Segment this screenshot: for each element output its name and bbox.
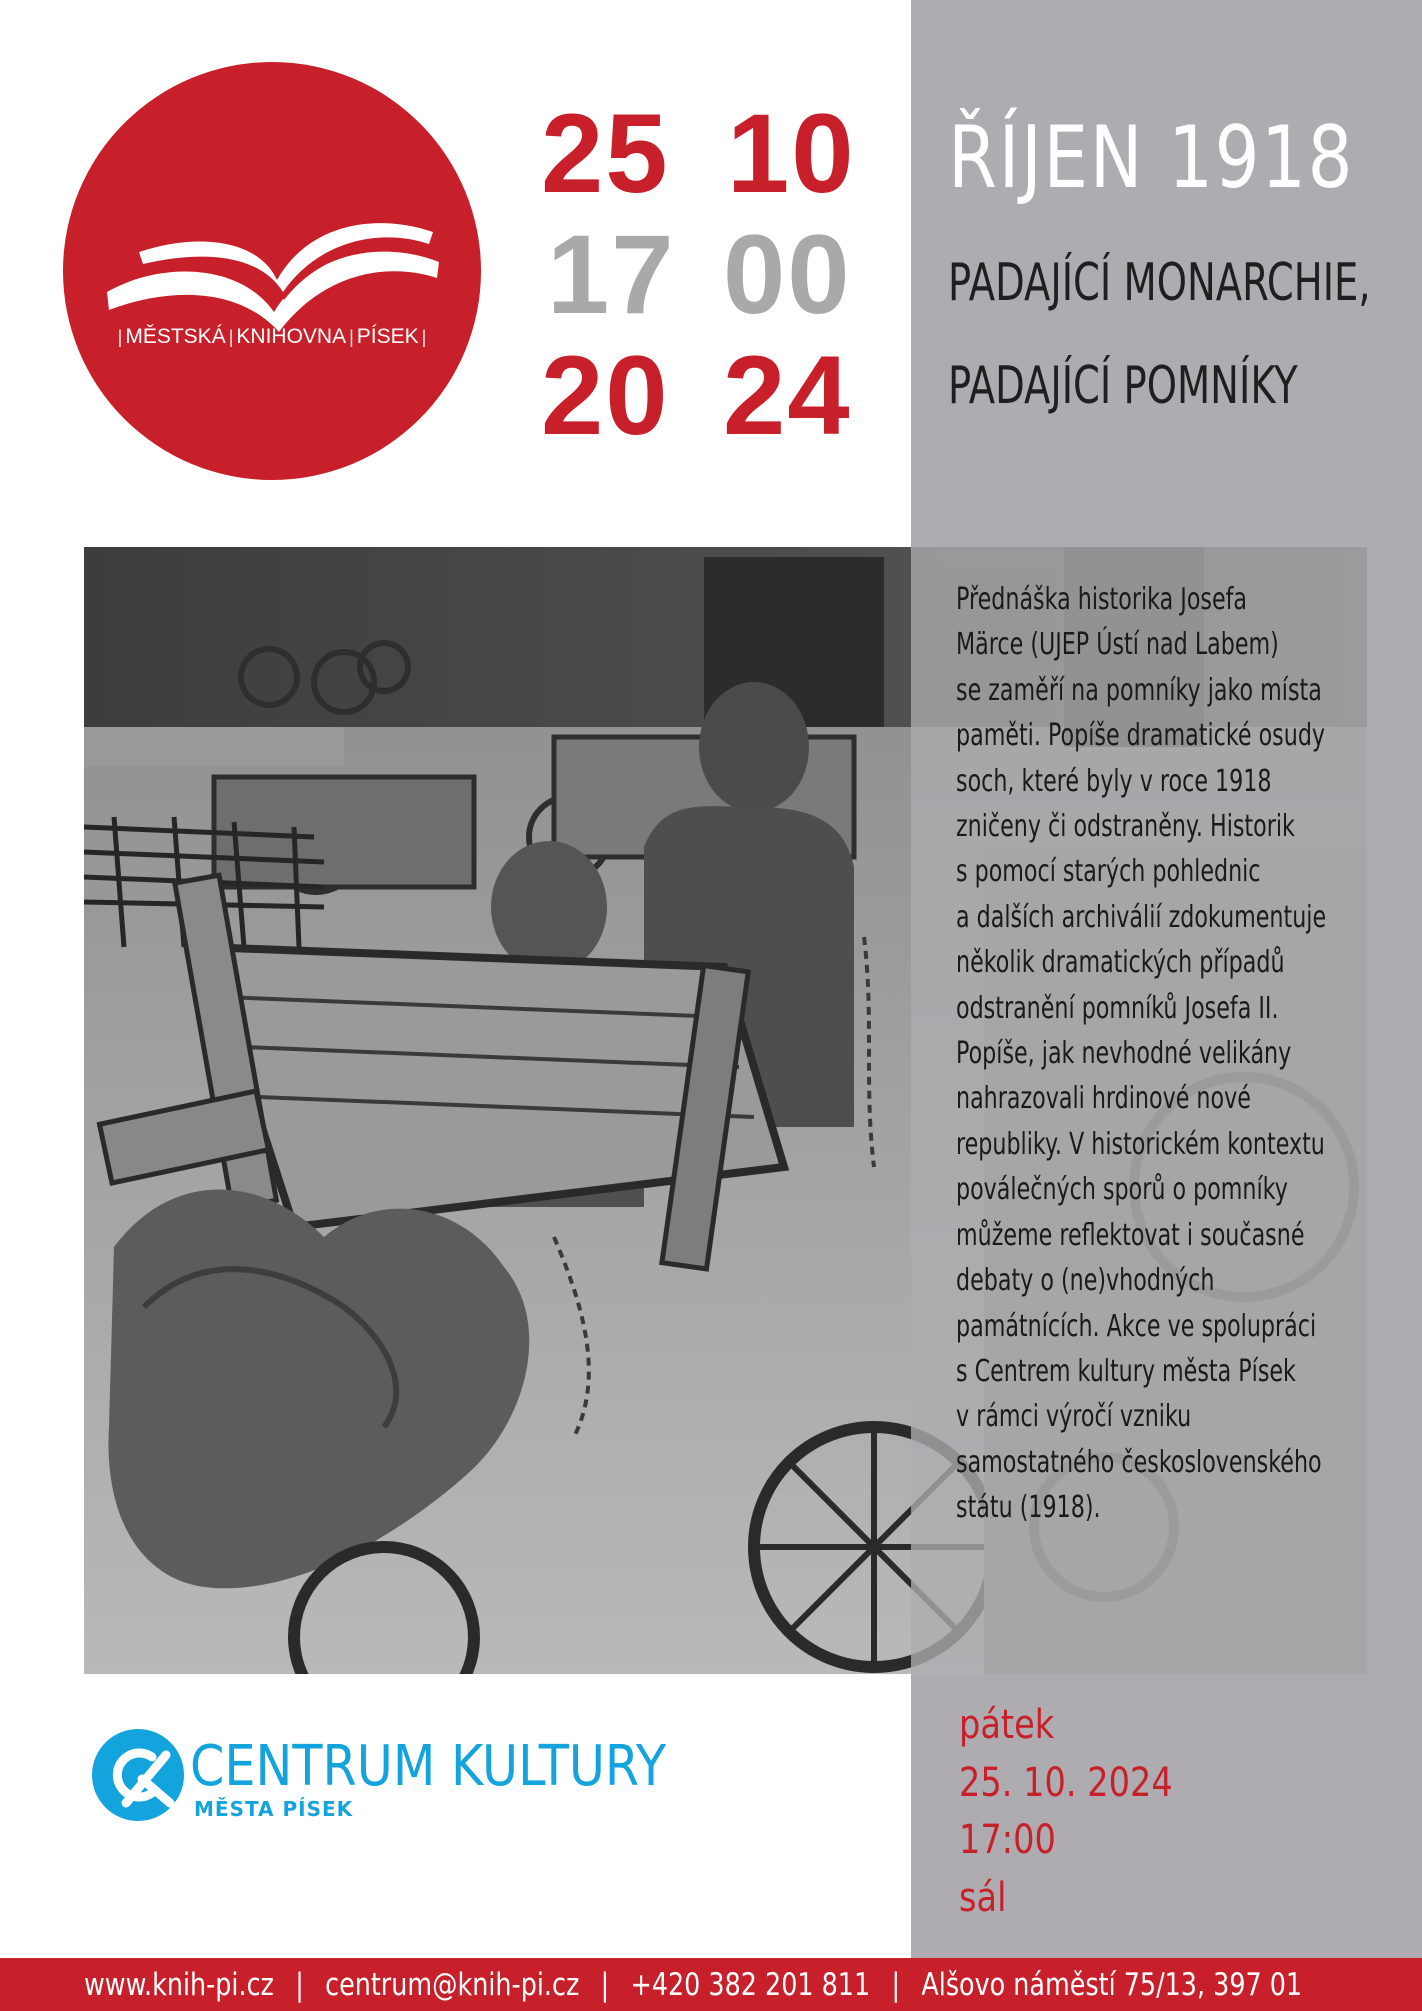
description-line: státu (1918). [956,1490,1101,1526]
time-hour: 17 [547,212,676,337]
date-month: 10 [727,91,856,216]
description-line: Märce (UJEP Ústí nad Labem) [956,627,1279,663]
event-title: ŘÍJEN 1918 [948,108,1355,208]
open-book-icon [99,192,445,342]
footer-bar: www.knih-pi.cz | centrum@knih-pi.cz | +420 382 201 811 | Alšovo náměstí 75/13, 397 01 [0,1958,1422,2011]
description-line: několik dramatických případů [956,945,1285,981]
library-word-3: PÍSEK [356,325,419,348]
centrum-kultury-logo-icon [90,1727,186,1823]
year-first: 20 [541,333,670,458]
partner-title: CENTRUM KULTURY [190,1734,667,1799]
description-line: zničeny či odstraněny. Historik [956,809,1295,845]
library-word-1: MĚSTSKÁ [125,325,226,348]
footer-website-link[interactable]: www.knih-pi.cz [84,1967,274,2003]
library-name: | MĚSTSKÁ | KNIHOVNA | PÍSEK | [117,325,427,348]
date-day: 25 [541,91,670,216]
description-line: Přednáška historika Josefa [956,582,1248,617]
footer-phone[interactable]: +420 382 201 811 [630,1967,871,2003]
description-line: s pomocí starých pohlednic [956,854,1261,890]
description-line: se zaměří na pomníky jako místa [956,672,1322,708]
event-description [956,577,1356,1531]
description-line: Popíše, jak nevhodné velikány [956,1036,1292,1072]
description-line: a dalších archiválií zdokumentuje [956,899,1327,935]
description-line: odstranění pomníků Josefa II. [956,990,1279,1026]
description-line: republiky. V historickém kontextu [956,1126,1325,1162]
description-line: památnících. Akce ve spolupráci [956,1308,1317,1344]
description-line: soch, které byly v roce 1918 [956,763,1272,799]
centrum-kultury-logo [90,1727,690,1827]
description-line: debaty o (ne)vhodných [956,1263,1215,1299]
description-line: paměti. Popíše dramatické osudy [956,718,1326,754]
library-logo [63,62,481,480]
description-line: samostatného československého [956,1444,1322,1480]
subtitle-line-2: PADAJÍCÍ POMNÍKY [948,356,1298,416]
event-date: 25. 10. 2024 [959,1759,1173,1806]
year-second: 24 [723,333,852,458]
description-line: s Centrem kultury města Písek [956,1353,1296,1389]
description-line: můžeme reflektovat i současné [956,1217,1305,1253]
description-line: v rámci výročí vzniku [956,1399,1192,1435]
footer-email-link[interactable]: centrum@knih-pi.cz [325,1967,580,2003]
library-word-2: KNIHOVNA [236,325,347,348]
footer-address: Alšovo náměstí 75/13, 397 01 [921,1967,1303,2003]
event-details [959,1697,1213,1927]
event-venue: sál [959,1874,1007,1921]
event-time: 17:00 [959,1817,1056,1863]
event-weekday: pátek [959,1702,1055,1748]
time-minute: 00 [723,212,852,337]
partner-subtitle: MĚSTA PÍSEK [194,1797,354,1821]
description-line: poválečných sporů o pomníky [956,1172,1288,1208]
description-line: nahrazovali hrdinové nové [956,1081,1251,1117]
subtitle-line-1: PADAJÍCÍ MONARCHIE, [948,253,1371,313]
